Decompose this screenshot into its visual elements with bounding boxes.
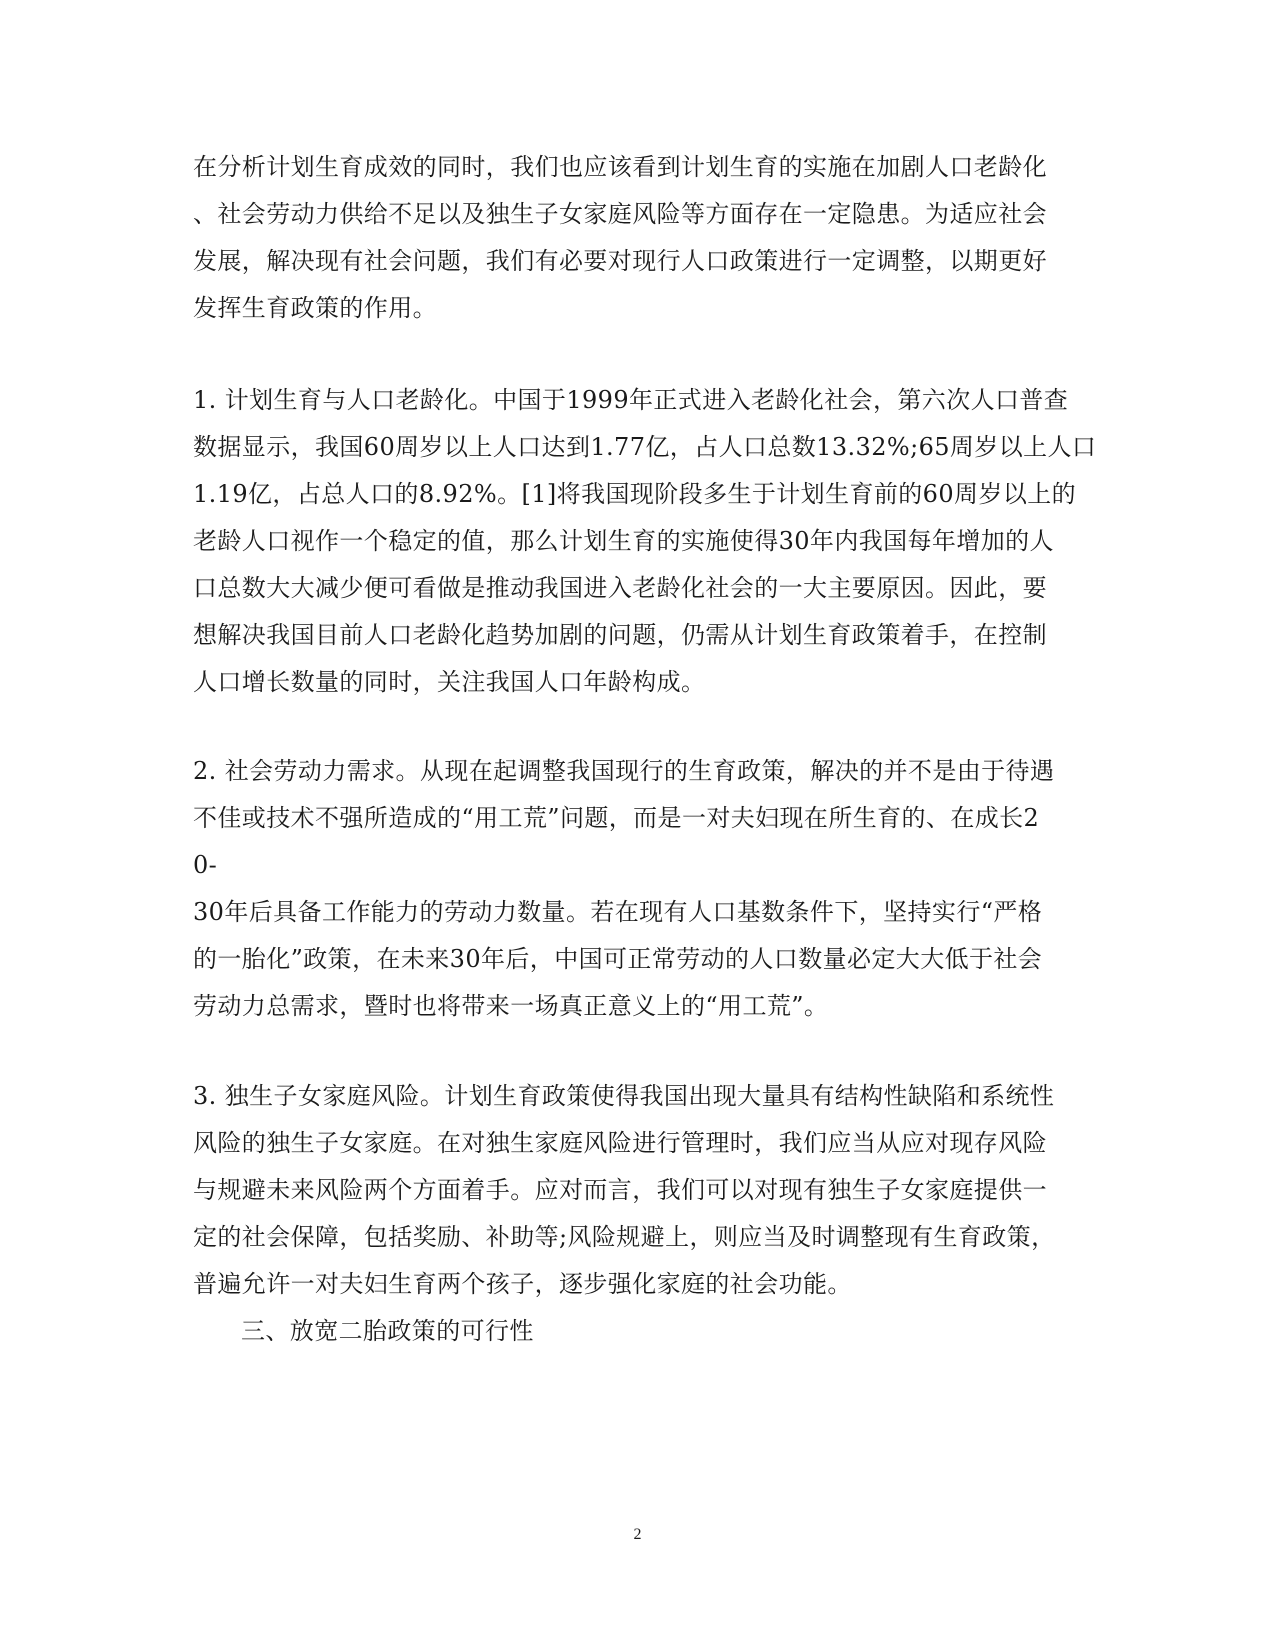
text-line: 1. 计划生育与人口老龄化。中国于1999年正式进入老龄化社会，第六次人口普查 (193, 386, 1069, 414)
text-line: 、社会劳动力供给不足以及独生子女家庭风险等方面存在一定隐患。为适应社会 (193, 200, 1047, 228)
text-line: 3. 独生子女家庭风险。计划生育政策使得我国出现大量具有结构性缺陷和系统性 (193, 1082, 1055, 1110)
text-line: 劳动力总需求，暨时也将带来一场真正意义上的“用工荒”。 (193, 992, 829, 1020)
section-heading: 三、放宽二胎政策的可行性 (241, 1317, 534, 1345)
page-number: 2 (633, 1526, 642, 1543)
text-line: 普遍允许一对夫妇生育两个孩子，逐步强化家庭的社会功能。 (193, 1270, 852, 1298)
text-line: 与规避未来风险两个方面着手。应对而言，我们可以对现有独生子女家庭提供一 (193, 1176, 1047, 1204)
text-line: 不佳或技术不强所造成的“用工荒”问题，而是一对夫妇现在所生育的、在成长2 (193, 804, 1040, 832)
text-line: 2. 社会劳动力需求。从现在起调整我国现行的生育政策，解决的并不是由于待遇 (193, 757, 1055, 785)
text-line: 发展，解决现有社会问题，我们有必要对现行人口政策进行一定调整，以期更好 (193, 247, 1047, 275)
text-line: 想解决我国目前人口老龄化趋势加剧的问题，仍需从计划生育政策着手，在控制 (193, 621, 1047, 649)
text-line: 老龄人口视作一个稳定的值，那么计划生育的实施使得30年内我国每年增加的人 (193, 527, 1054, 555)
text-line: 风险的独生子女家庭。在对独生家庭风险进行管理时，我们应当从应对现存风险 (193, 1129, 1047, 1157)
text-line: 数据显示，我国60周岁以上人口达到1.77亿，占人口总数13.32%;65周岁以上人口 (193, 433, 1097, 461)
text-line: 人口增长数量的同时，关注我国人口年龄构成。 (193, 668, 706, 696)
text-line: 发挥生育政策的作用。 (193, 294, 437, 322)
text-line: 定的社会保障，包括奖励、补助等;风险规避上，则应当及时调整现有生育政策， (193, 1223, 1056, 1251)
text-line: 的一胎化”政策，在未来30年后，中国可正常劳动的人口数量必定大大低于社会 (193, 945, 1043, 973)
text-line: 1.19亿，占总人口的8.92%。[1]将我国现阶段多生于计划生育前的60周岁以上的 (193, 480, 1077, 508)
text-line: 口总数大大减少便可看做是推动我国进入老龄化社会的一大主要原因。因此，要 (193, 574, 1047, 602)
text-line: 0- (193, 851, 218, 879)
text-line: 在分析计划生育成效的同时，我们也应该看到计划生育的实施在加剧人口老龄化 (193, 153, 1047, 181)
text-line: 30年后具备工作能力的劳动力数量。若在现有人口基数条件下，坚持实行“严格 (193, 898, 1043, 926)
